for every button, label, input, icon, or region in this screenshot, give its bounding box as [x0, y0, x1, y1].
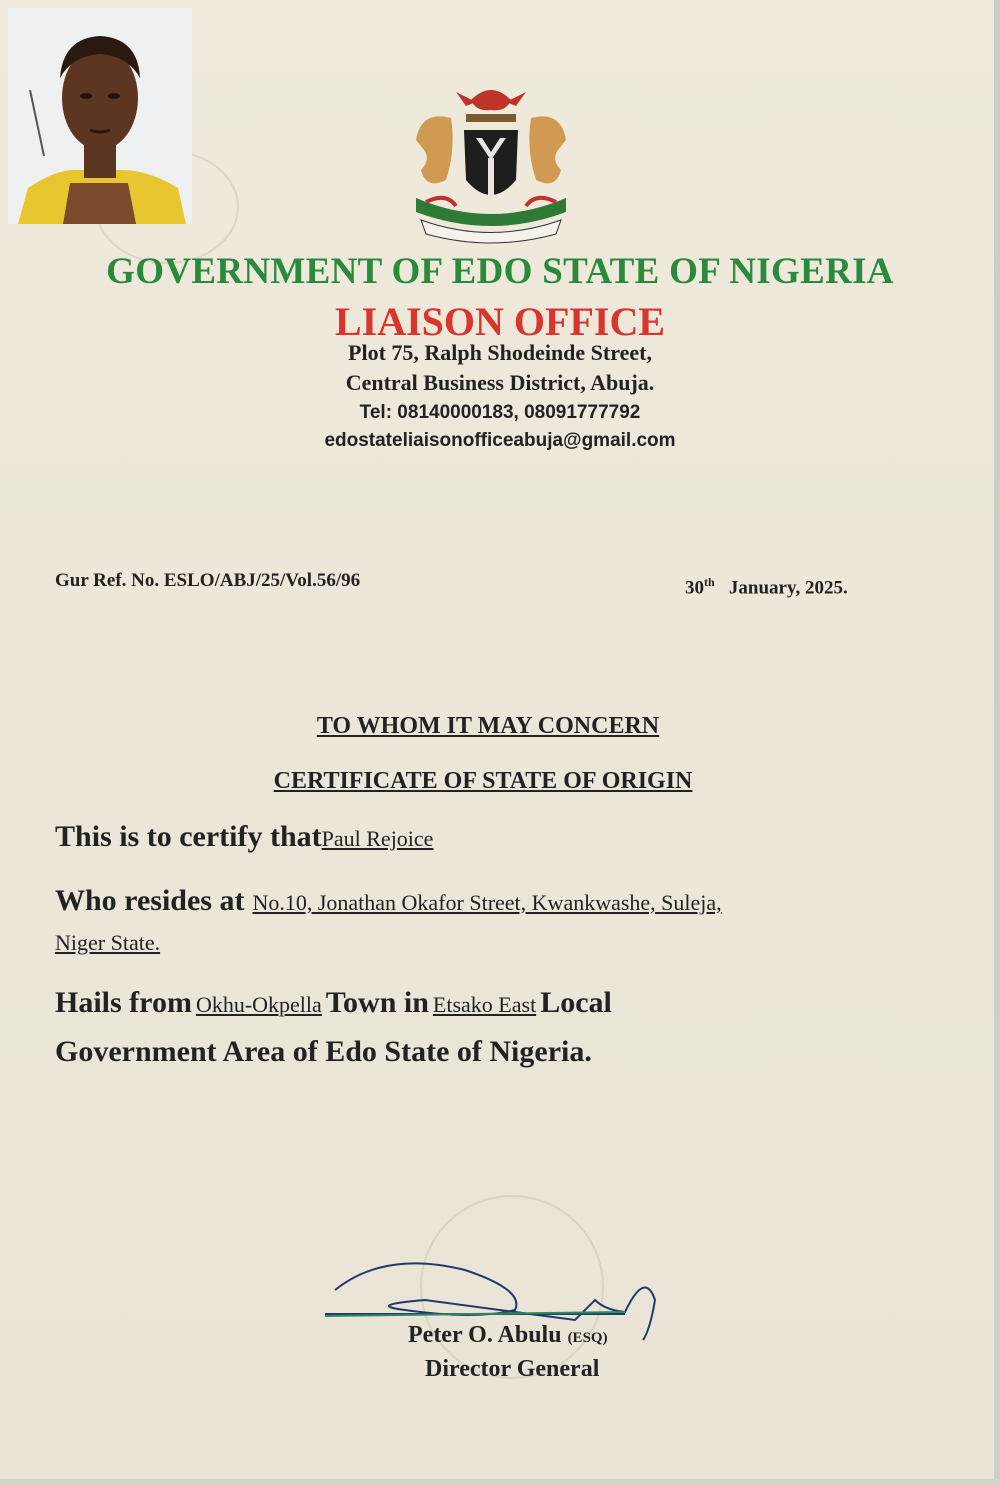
address-line-2: Central Business District, Abuja. [345, 370, 655, 395]
signatory-honorific: (ESQ) [567, 1330, 608, 1346]
letter-date [685, 575, 848, 599]
signatory-title: Director General [425, 1356, 600, 1382]
certify-prefix: This is to certify that [55, 820, 322, 853]
town-suffix: Town in [325, 986, 429, 1019]
date-day: 30 [685, 577, 704, 599]
government-heading: GOVERNMENT OF EDO STATE OF NIGERIA [106, 251, 894, 292]
resides-line [55, 884, 722, 918]
email-line: edostateliaisonofficeabuja@gmail.com [324, 430, 676, 451]
hails-prefix: Hails from [55, 986, 192, 1019]
signatory-name-text: Peter O. Abulu [408, 1322, 562, 1348]
telephone-line: Tel: 08140000183, 08091777792 [359, 402, 641, 423]
address-line-1: Plot 75, Ralph Shodeinde Street, [348, 340, 652, 365]
home-town: Okhu-Okpella [195, 992, 322, 1017]
closing-text: Government Area of Edo State of Nigeria. [55, 1035, 592, 1068]
certificant-name: Paul Rejoice [321, 826, 434, 851]
liaison-office-heading: LIAISON OFFICE [334, 299, 666, 344]
date-month-year: January, 2025. [728, 577, 848, 599]
heading-to-whom [0, 713, 976, 740]
reference-number: Gur Ref. No. ESLO/ABJ/25/Vol.56/96 [55, 570, 361, 591]
residence-address-cont: Niger State. [55, 930, 161, 955]
hails-line [55, 986, 612, 1020]
heading-certificate [0, 768, 966, 795]
resides-line-cont [55, 930, 160, 956]
heading-certificate-text: CERTIFICATE OF STATE OF ORIGIN [273, 768, 693, 794]
residence-address: No.10, Jonathan Okafor Street, Kwankwashe, Suleja, [252, 890, 722, 915]
coat-of-arms-emblem [396, 80, 586, 250]
resides-prefix: Who resides at [55, 884, 245, 917]
signatory-name [408, 1322, 608, 1349]
page-edge-right [994, 0, 1000, 1485]
certify-line [55, 820, 433, 854]
page-edge-bottom [0, 1479, 1000, 1485]
local-government-area: Etsako East [432, 992, 537, 1017]
passport-photo [8, 8, 192, 224]
date-suffix: th [704, 575, 715, 589]
heading-to-whom-text: TO WHOM IT MAY CONCERN [316, 713, 660, 739]
closing-line [55, 1035, 592, 1069]
lga-suffix: Local [540, 986, 612, 1019]
